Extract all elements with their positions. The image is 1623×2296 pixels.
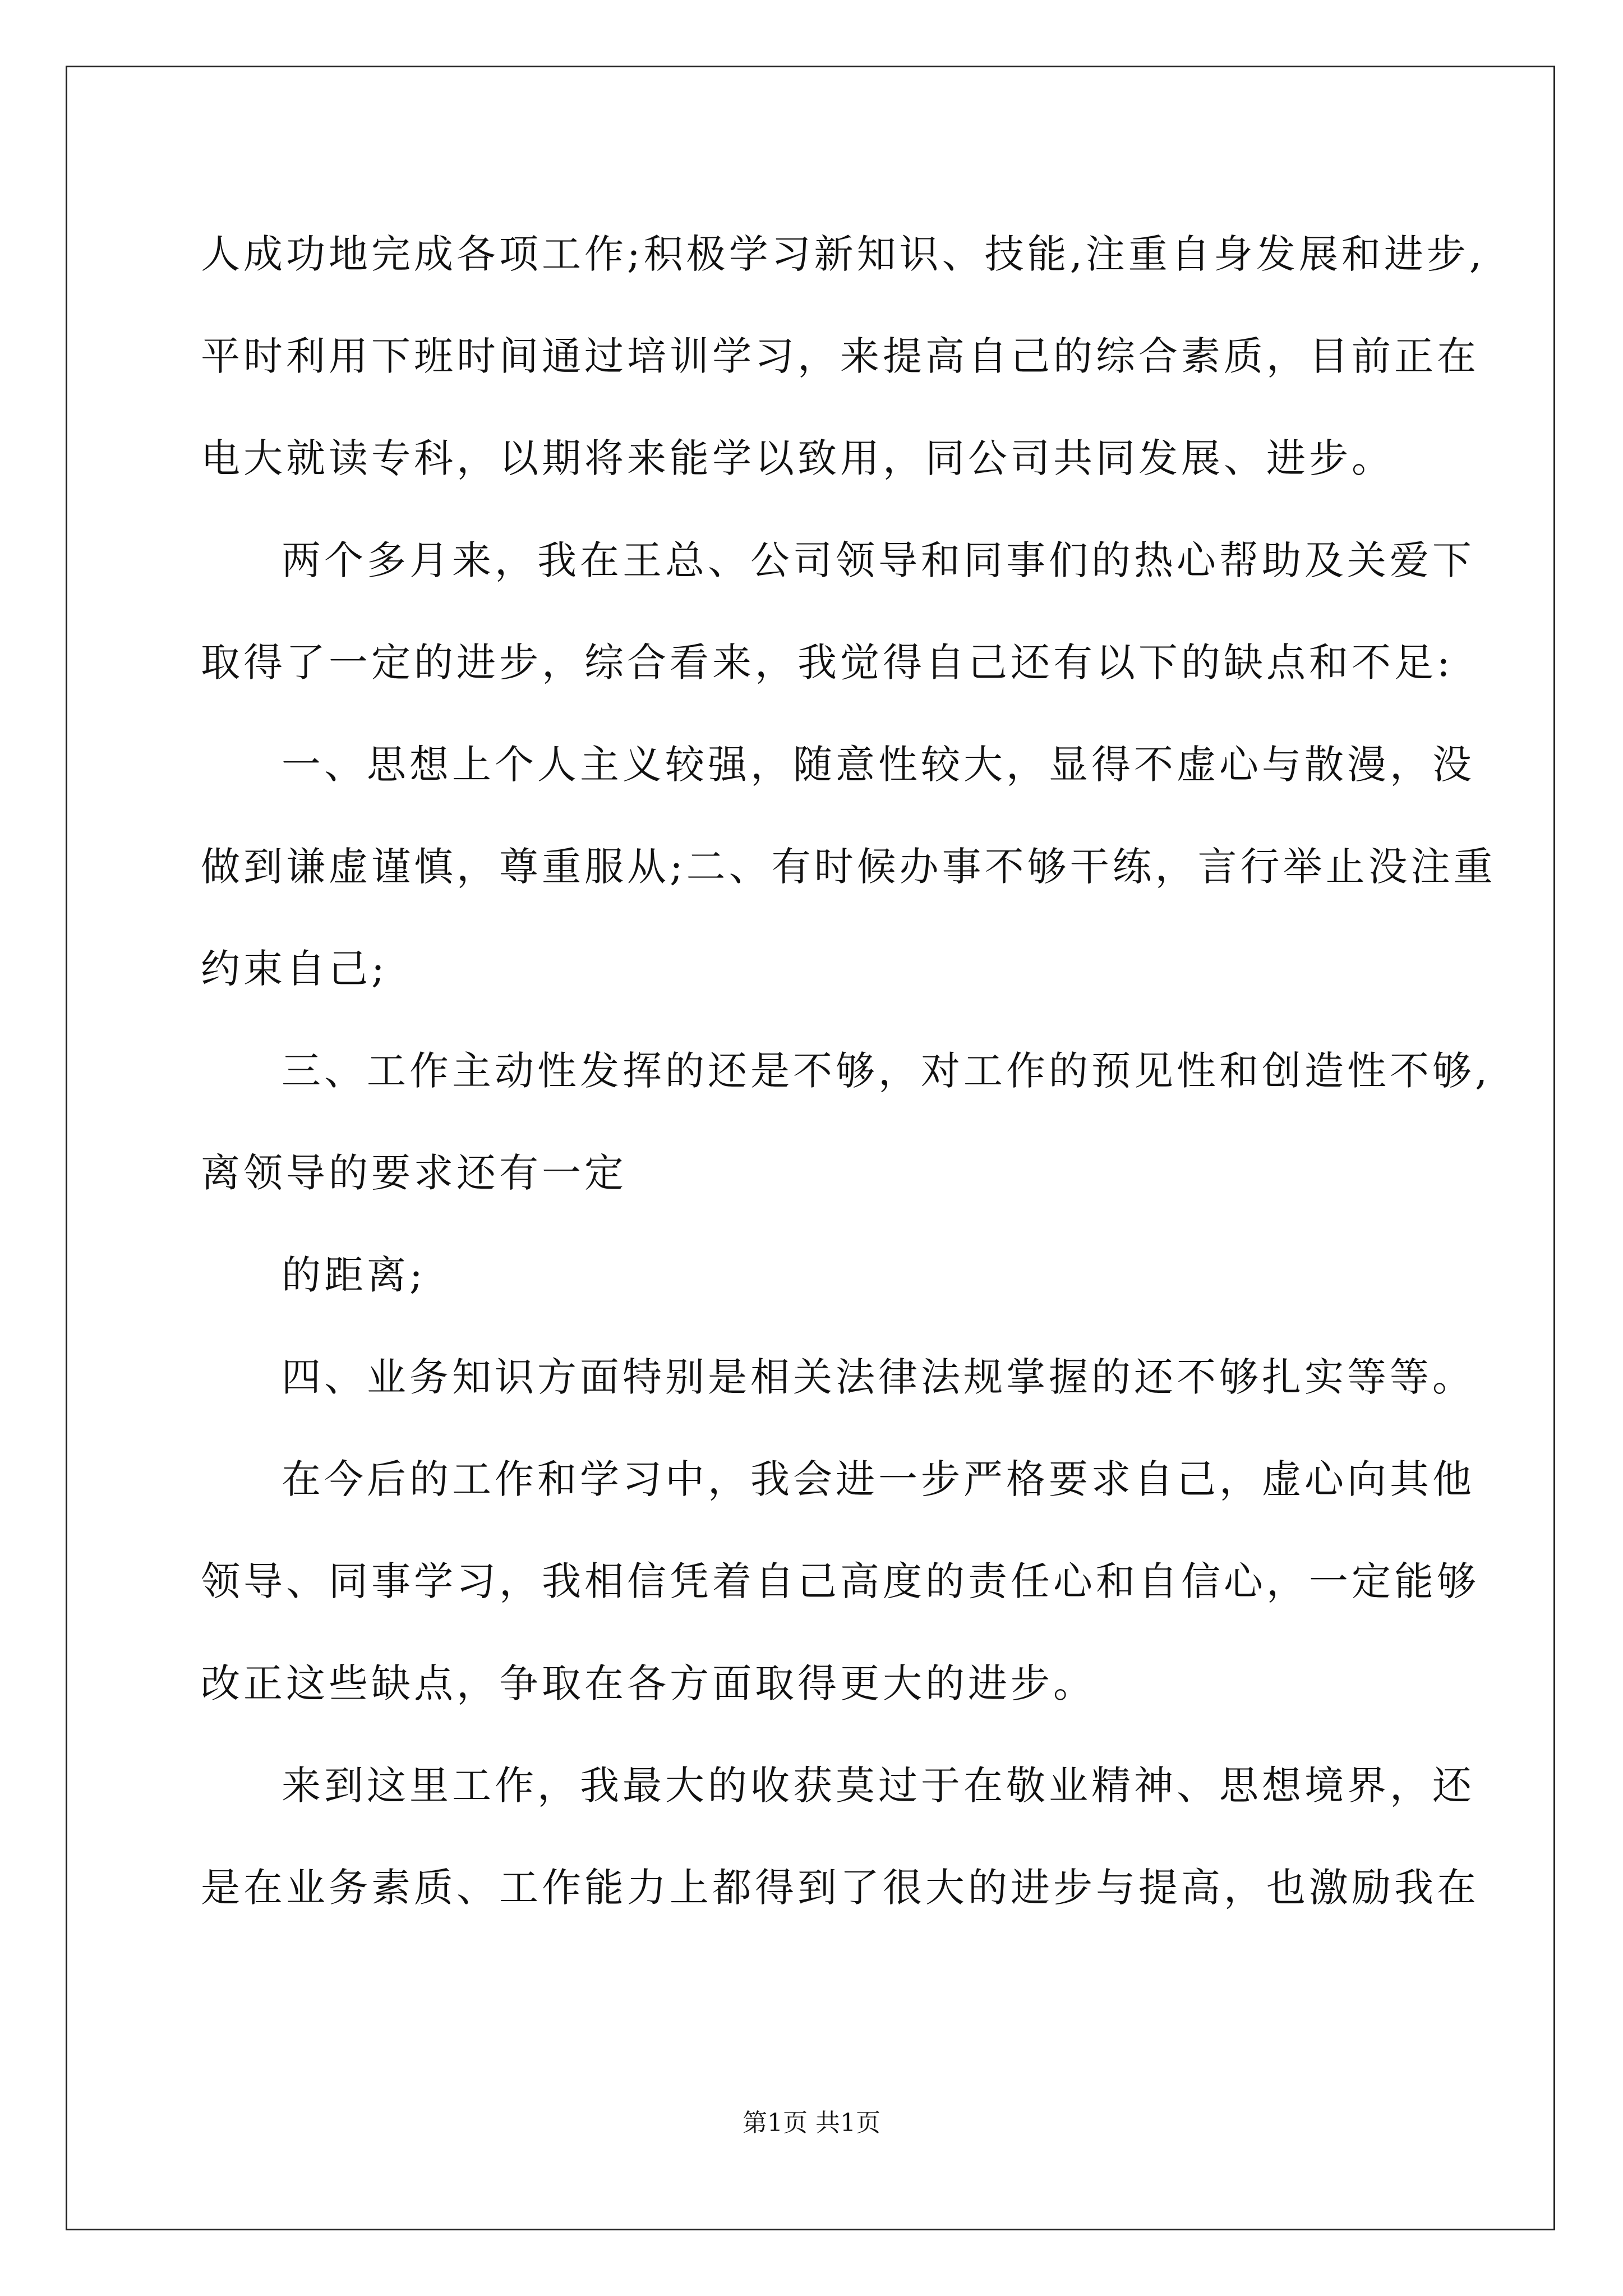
- text-line: 的距离;: [282, 1252, 426, 1298]
- text-line: 在今后的工作和学习中，我会进一步严格要求自己，虚心向其他: [282, 1456, 1475, 1502]
- text-line: 离领导的要求还有一定: [201, 1150, 627, 1196]
- text-line: 约束自己;: [201, 946, 388, 992]
- text-line: 两个多月来，我在王总、公司领导和同事们的热心帮助及关爱下: [282, 537, 1475, 583]
- text-line: 人成功地完成各项工作;积极学习新知识、技能,注重自身发展和进步,: [201, 231, 1486, 277]
- page-number: 第1页 共1页: [743, 2109, 880, 2137]
- text-line: 电大就读专科，以期将来能学以致用，同公司共同发展、进步。: [201, 435, 1394, 481]
- text-line: 四、业务知识方面特别是相关法律法规掌握的还不够扎实等等。: [282, 1354, 1475, 1400]
- text-line: 取得了一定的进步，综合看来，我觉得自己还有以下的缺点和不足:: [201, 639, 1454, 685]
- text-line: 平时利用下班时间通过培训学习，来提高自己的综合素质，目前正在: [201, 333, 1479, 379]
- text-line: 做到谦虚谨慎，尊重服从;二、有时候办事不够干练，言行举止没注重: [201, 844, 1496, 890]
- text-line: 来到这里工作，我最大的收获莫过于在敬业精神、思想境界，还: [282, 1763, 1475, 1809]
- text-line: 三、工作主动性发挥的还是不够，对工作的预见性和创造性不够,: [282, 1048, 1491, 1094]
- text-line: 是在业务素质、工作能力上都得到了很大的进步与提高，也激励我在: [201, 1865, 1479, 1911]
- text-line: 改正这些缺点，争取在各方面取得更大的进步。: [201, 1660, 1096, 1706]
- text-line: 领导、同事学习，我相信凭着自己高度的责任心和自信心，一定能够: [201, 1558, 1479, 1604]
- text-line: 一、思想上个人主义较强，随意性较大，显得不虚心与散漫，没: [282, 742, 1475, 788]
